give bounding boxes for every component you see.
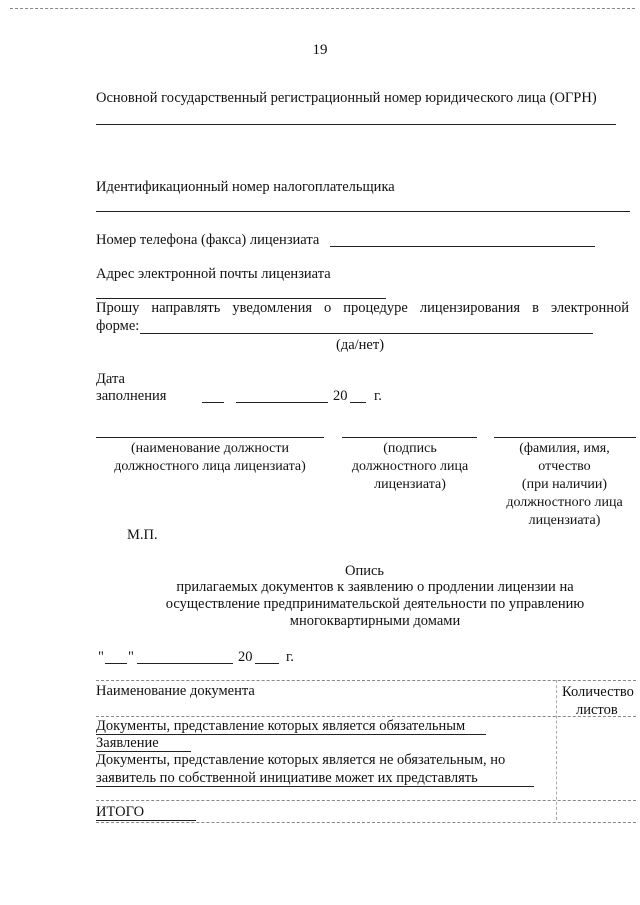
table-row: Документы, представление которых является обязательным (96, 718, 466, 734)
page-number: 19 (312, 42, 328, 58)
table-header-count: Количество листов (562, 684, 634, 718)
date-year-line (350, 402, 366, 403)
table-bottom-border (96, 822, 636, 823)
table-divider (556, 680, 557, 820)
sign-line (342, 437, 477, 438)
ogrn-label: Основной государственный регистрационный номер юридического лица (ОГРН) (96, 90, 597, 106)
notify-line2: форме: (96, 318, 140, 334)
top-border (10, 8, 635, 9)
table-row: Документы, представление которых является не обязательным, но (96, 752, 506, 768)
row-underline (96, 786, 534, 787)
table-row-total: ИТОГО (96, 804, 145, 820)
email-line (96, 298, 386, 299)
sign-caption: (подпись должностного лица лицензиата) (351, 441, 469, 492)
date-year: 20 (333, 388, 348, 404)
inv-date-month-line (137, 663, 233, 664)
notify-hint: (да/нет) (336, 337, 385, 353)
total-underline (96, 820, 196, 821)
table-top-border (96, 680, 636, 681)
inv-date-suffix: г. (286, 649, 294, 665)
table-row: Заявление (96, 735, 159, 751)
phone-label: Номер телефона (факса) лицензиата (96, 232, 320, 248)
date-label-1: Дата (96, 371, 125, 387)
inn-label: Идентификационный номер налогоплательщика (96, 179, 395, 195)
table-row: заявитель по собственной инициативе может их представлять (96, 770, 478, 786)
notify-line (140, 333, 593, 334)
table-separator (96, 800, 636, 801)
date-month-line (236, 402, 328, 403)
inv-date-year: 20 (238, 649, 253, 665)
inv-date-open-quote: " (98, 649, 104, 665)
inv-date-close-quote: " (128, 649, 134, 665)
phone-line (330, 246, 595, 247)
position-caption: (наименование должности должностного лица лицензиата) (114, 441, 306, 474)
date-suffix: г. (374, 388, 382, 404)
name-caption: (фамилия, имя, отчество (при наличии) должностного лица лицензиата) (506, 441, 623, 528)
email-label: Адрес электронной почты лицензиата (96, 266, 331, 282)
date-day-line (202, 402, 224, 403)
inventory-subtitle: прилагаемых документов к заявлению о продлении лицензии на осуществление предпринимательской деятельности по управлению многоквартирными домами (165, 579, 585, 629)
date-label-2: заполнения (96, 388, 167, 404)
inn-line (96, 211, 630, 212)
inventory-title: Опись (345, 563, 385, 579)
inv-date-day-line (105, 663, 127, 664)
inv-date-year-line (255, 663, 279, 664)
table-header-name: Наименование документа (96, 683, 255, 699)
ogrn-line (96, 124, 616, 125)
table-header-bottom (96, 716, 636, 717)
stamp-label: М.П. (127, 527, 158, 543)
name-line (494, 437, 636, 438)
notify-line1: Прошу направлять уведомления о процедуре лицензирования в электронной (96, 300, 629, 316)
position-line (96, 437, 324, 438)
